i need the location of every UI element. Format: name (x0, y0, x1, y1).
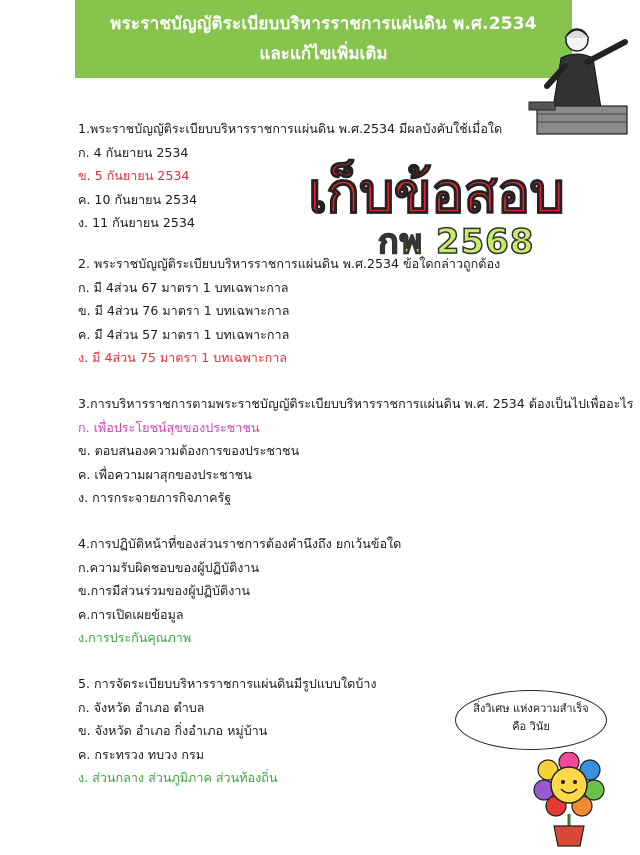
title-line-1: พระราชบัญญัติระเบียบบริหารราชการแผ่นดิน พ.ศ.2534 (110, 14, 537, 34)
question-1 (78, 117, 502, 235)
question-4 (78, 532, 401, 650)
choice-b: ข. มี 4ส่วน 76 มาตรา 1 บทเฉพาะกาล (78, 303, 290, 318)
choice-d-answer: ง.การประกันคุณภาพ (78, 630, 192, 645)
choice-c: ค. มี 4ส่วน 57 มาตรา 1 บทเฉพาะกาล (78, 326, 290, 342)
question-text: 4.การปฏิบัติหน้าที่ของส่วนราชการต้องคำนึงถึง ยกเว้นข้อใด (78, 536, 402, 551)
question-5 (78, 672, 377, 790)
choice-c: ค. 10 กันยายน 2534 (78, 191, 198, 207)
choice-d: ง. การกระจายภารกิจภาครัฐ (78, 490, 232, 505)
choice-a: ก. 4 กันยายน 2534 (78, 144, 189, 160)
choice-b: ข. ตอบสนองความต้องการของประชาชน (78, 443, 300, 458)
question-text: 5. การจัดระเบียบบริหารราชการแผ่นดินมีรูปแบบใดบ้าง (78, 676, 377, 691)
question-2 (78, 252, 500, 370)
choice-a: ก. จังหวัด อำเภอ ตำบล (78, 699, 205, 715)
title-line-2: และแก้ไขเพิ่มเติม (259, 44, 388, 64)
choice-b-answer: ข. 5 กันยายน 2534 (78, 168, 190, 183)
motto-speech-bubble (455, 690, 607, 750)
choice-a: ก.ความรับผิดชอบของผู้ปฏิบัติงาน (78, 559, 260, 575)
question-3 (78, 392, 634, 510)
stamp-subtitle: กพ 2568 (378, 222, 535, 262)
choice-c: ค. กระทรวง ทบวง กรม (78, 746, 205, 762)
orator-illustration (525, 10, 637, 150)
choice-c: ค. เพื่อความผาสุกของประชาชน (78, 466, 252, 482)
stamp-title: เก็บข้อสอบ (308, 161, 564, 226)
choice-a: ก. มี 4ส่วน 67 มาตรา 1 บทเฉพาะกาล (78, 279, 289, 295)
choice-a-answer: ก. เพื่อประโยชน์สุขของประชาชน (78, 419, 260, 435)
choice-c: ค.การเปิดเผยข้อมูล (78, 606, 184, 622)
question-text: 1.พระราชบัญญัติระเบียบบริหารราชการแผ่นดิน พ.ศ.2534 มีผลบังคับใช้เมื่อใด (78, 121, 503, 136)
question-text: 3.การบริหารราชการตามพระราชบัญญัติระเบียบบริหารราชการแผ่นดิน พ.ศ. 2534 ต้องเป็นไปเพื่ออะไร (78, 396, 634, 411)
smiling-flower-icon (532, 752, 606, 848)
motto-line-1: สิ่งวิเศษ แห่งความสำเร็จ (473, 702, 589, 715)
choice-b: ข. จังหวัด อำเภอ กิ่งอำเภอ หมู่บ้าน (78, 723, 268, 738)
choice-d-answer: ง. มี 4ส่วน 75 มาตรา 1 บทเฉพาะกาล (78, 350, 288, 365)
question-text: 2. พระราชบัญญัติระเบียบบริหารราชการแผ่นดิน พ.ศ.2534 ข้อใดกล่าวถูกต้อง (78, 256, 501, 271)
choice-d-answer: ง. ส่วนกลาง ส่วนภูมิภาค ส่วนท้องถิ่น (78, 770, 278, 785)
choice-d: ง. 11 กันยายน 2534 (78, 215, 195, 230)
choice-b: ข.การมีส่วนร่วมของผู้ปฏิบัติงาน (78, 583, 251, 598)
title-banner (75, 0, 572, 78)
motto-line-2: คือ วินัย (512, 720, 550, 733)
